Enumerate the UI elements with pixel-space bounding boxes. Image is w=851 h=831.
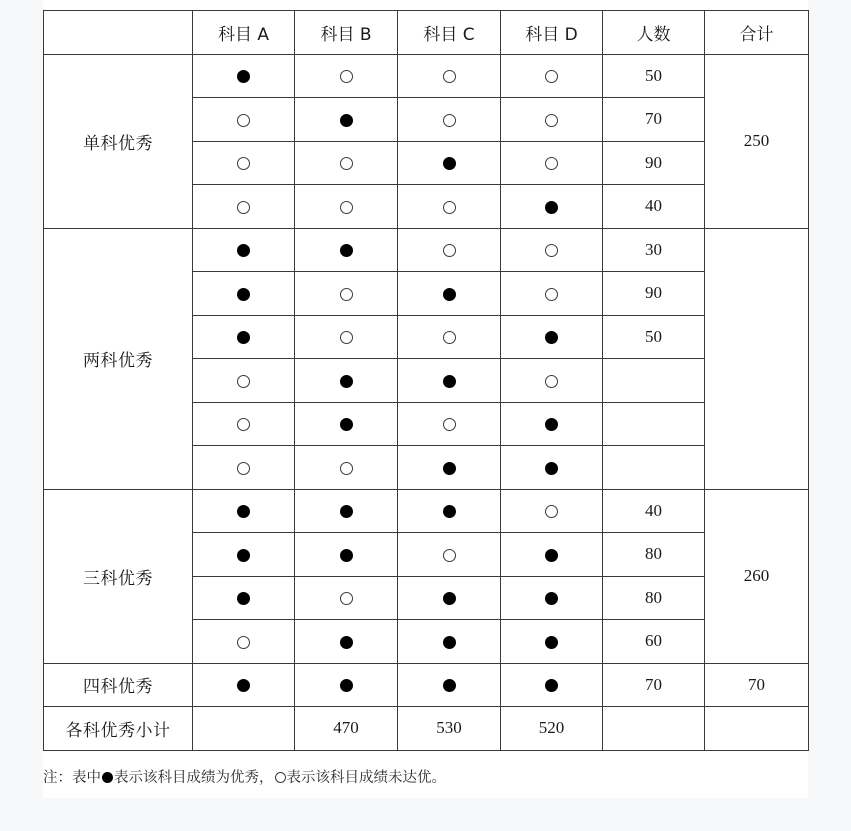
hollow-circle-icon (443, 418, 456, 431)
header-subject-d: 科目 D (501, 11, 603, 55)
count-cell: 70 (603, 663, 705, 707)
group-total-cell: 250 (705, 54, 809, 228)
hollow-circle-icon (545, 244, 558, 257)
subject-d-cell (501, 141, 603, 185)
subject-a-cell (193, 185, 295, 229)
filled-circle-icon (545, 331, 558, 344)
header-count: 人数 (603, 11, 705, 55)
table-body (44, 54, 809, 750)
count-cell (603, 359, 705, 403)
hollow-circle-icon (443, 244, 456, 257)
subject-a-cell (193, 315, 295, 359)
hollow-circle-icon (443, 114, 456, 127)
filled-circle-icon (237, 505, 250, 518)
count-cell: 90 (603, 272, 705, 316)
subject-a-cell (193, 576, 295, 620)
filled-circle-icon (545, 679, 558, 692)
hollow-circle-icon (237, 418, 250, 431)
subject-d-cell (501, 54, 603, 98)
filled-circle-icon (443, 288, 456, 301)
hollow-circle-icon (237, 462, 250, 475)
subject-d-cell (501, 663, 603, 707)
subject-a-cell (193, 141, 295, 185)
filled-circle-icon (340, 244, 353, 257)
subject-d-cell (501, 228, 603, 272)
subject-b-cell (295, 663, 398, 707)
subject-b-cell (295, 54, 398, 98)
subject-c-cell (398, 533, 501, 577)
filled-circle-icon (237, 549, 250, 562)
filled-circle-icon (237, 679, 250, 692)
filled-circle-icon (340, 505, 353, 518)
hollow-circle-icon (237, 114, 250, 127)
filled-circle-icon (443, 505, 456, 518)
filled-circle-icon (237, 244, 250, 257)
subject-c-cell (398, 228, 501, 272)
subject-b-cell (295, 272, 398, 316)
subject-a-cell (193, 272, 295, 316)
group-label: 单科优秀 (44, 54, 193, 228)
filled-circle-icon (545, 418, 558, 431)
subject-c-cell (398, 489, 501, 533)
subject-c-cell (398, 359, 501, 403)
count-cell: 90 (603, 141, 705, 185)
hollow-circle-icon (340, 70, 353, 83)
filled-circle-icon (237, 592, 250, 605)
subject-b-cell (295, 489, 398, 533)
subject-c-cell (398, 663, 501, 707)
hollow-circle-icon (340, 288, 353, 301)
subject-d-cell (501, 533, 603, 577)
header-row (44, 11, 809, 55)
subject-b-cell (295, 402, 398, 446)
count-cell (603, 446, 705, 490)
hollow-circle-icon (340, 331, 353, 344)
filled-circle-icon (340, 679, 353, 692)
subject-d-cell (501, 402, 603, 446)
header-subject-c: 科目 C (398, 11, 501, 55)
subject-a-cell (193, 54, 295, 98)
filled-circle-icon (340, 114, 353, 127)
hollow-circle-icon (443, 331, 456, 344)
hollow-circle-icon (545, 288, 558, 301)
subject-c-cell (398, 402, 501, 446)
subject-d-cell (501, 359, 603, 403)
table-row (44, 228, 809, 272)
header-corner (44, 11, 193, 55)
header-subject-b: 科目 B (295, 11, 398, 55)
filled-circle-icon (545, 636, 558, 649)
subject-d-cell (501, 576, 603, 620)
filled-circle-icon (545, 592, 558, 605)
group-label: 四科优秀 (44, 663, 193, 707)
filled-circle-icon (340, 375, 353, 388)
subtotal-label: 各科优秀小计 (44, 707, 193, 751)
subject-c-cell (398, 446, 501, 490)
subject-c-cell (398, 141, 501, 185)
subject-a-cell (193, 228, 295, 272)
subject-d-cell (501, 315, 603, 359)
document-page (43, 0, 808, 798)
filled-circle-icon (102, 772, 113, 783)
subject-b-cell (295, 228, 398, 272)
filled-circle-icon (443, 462, 456, 475)
hollow-circle-icon (340, 157, 353, 170)
hollow-circle-icon (545, 375, 558, 388)
hollow-circle-icon (340, 592, 353, 605)
filled-circle-icon (545, 462, 558, 475)
subject-c-cell (398, 185, 501, 229)
hollow-circle-icon (545, 70, 558, 83)
hollow-circle-icon (237, 375, 250, 388)
hollow-circle-icon (340, 462, 353, 475)
hollow-circle-icon (545, 157, 558, 170)
count-cell: 80 (603, 533, 705, 577)
count-cell (603, 402, 705, 446)
subject-a-cell (193, 402, 295, 446)
filled-circle-icon (545, 201, 558, 214)
count-cell: 80 (603, 576, 705, 620)
hollow-circle-icon (443, 549, 456, 562)
subject-b-cell (295, 185, 398, 229)
subject-d-cell (501, 185, 603, 229)
excellence-table (43, 10, 809, 751)
subject-a-cell (193, 359, 295, 403)
subtotal-a (193, 707, 295, 751)
hollow-circle-icon (545, 505, 558, 518)
subject-a-cell (193, 663, 295, 707)
subtotal-total (705, 707, 809, 751)
filled-circle-icon (443, 636, 456, 649)
hollow-circle-icon (237, 636, 250, 649)
subject-c-cell (398, 620, 501, 664)
subject-c-cell (398, 54, 501, 98)
group-label: 三科优秀 (44, 489, 193, 663)
filled-circle-icon (443, 157, 456, 170)
count-cell: 40 (603, 489, 705, 533)
note-prefix: 注：表中 (43, 770, 101, 786)
hollow-circle-icon (545, 114, 558, 127)
filled-circle-icon (340, 636, 353, 649)
filled-circle-icon (237, 70, 250, 83)
subject-c-cell (398, 576, 501, 620)
filled-circle-icon (237, 331, 250, 344)
subtotal-b: 470 (295, 707, 398, 751)
table-row (44, 54, 809, 98)
filled-circle-icon (443, 592, 456, 605)
count-cell: 50 (603, 315, 705, 359)
filled-circle-icon (340, 418, 353, 431)
count-cell: 70 (603, 98, 705, 142)
hollow-circle-icon (443, 70, 456, 83)
filled-circle-icon (340, 549, 353, 562)
subject-b-cell (295, 446, 398, 490)
hollow-circle-icon (237, 201, 250, 214)
subject-d-cell (501, 446, 603, 490)
subject-a-cell (193, 489, 295, 533)
table-row (44, 663, 809, 707)
subject-a-cell (193, 620, 295, 664)
subject-d-cell (501, 489, 603, 533)
subject-d-cell (501, 620, 603, 664)
hollow-circle-icon (237, 157, 250, 170)
subject-b-cell (295, 359, 398, 403)
subtotal-d: 520 (501, 707, 603, 751)
subject-c-cell (398, 98, 501, 142)
subtotal-row (44, 707, 809, 751)
subject-c-cell (398, 315, 501, 359)
subject-d-cell (501, 272, 603, 316)
subject-b-cell (295, 576, 398, 620)
subject-c-cell (398, 272, 501, 316)
subject-b-cell (295, 98, 398, 142)
group-total-cell: 260 (705, 489, 809, 663)
note-hollow-text: 表示该科目成绩未达优。 (286, 770, 446, 786)
subject-a-cell (193, 533, 295, 577)
filled-circle-icon (443, 679, 456, 692)
hollow-circle-icon (275, 772, 286, 783)
count-cell: 50 (603, 54, 705, 98)
group-label: 两科优秀 (44, 228, 193, 489)
hollow-circle-icon (443, 201, 456, 214)
table-row (44, 489, 809, 533)
subject-b-cell (295, 533, 398, 577)
group-total-cell: 70 (705, 663, 809, 707)
header-subject-a: 科目 A (193, 11, 295, 55)
group-total-cell (705, 228, 809, 489)
header-total: 合计 (705, 11, 809, 55)
subject-a-cell (193, 98, 295, 142)
table-note (43, 766, 446, 787)
count-cell: 60 (603, 620, 705, 664)
subject-b-cell (295, 141, 398, 185)
subject-b-cell (295, 315, 398, 359)
subject-d-cell (501, 98, 603, 142)
count-cell: 40 (603, 185, 705, 229)
filled-circle-icon (443, 375, 456, 388)
subtotal-c: 530 (398, 707, 501, 751)
note-filled-text: 表示该科目成绩为优秀， (114, 770, 274, 786)
subject-a-cell (193, 446, 295, 490)
filled-circle-icon (237, 288, 250, 301)
subtotal-count (603, 707, 705, 751)
count-cell: 30 (603, 228, 705, 272)
filled-circle-icon (545, 549, 558, 562)
hollow-circle-icon (340, 201, 353, 214)
subject-b-cell (295, 620, 398, 664)
